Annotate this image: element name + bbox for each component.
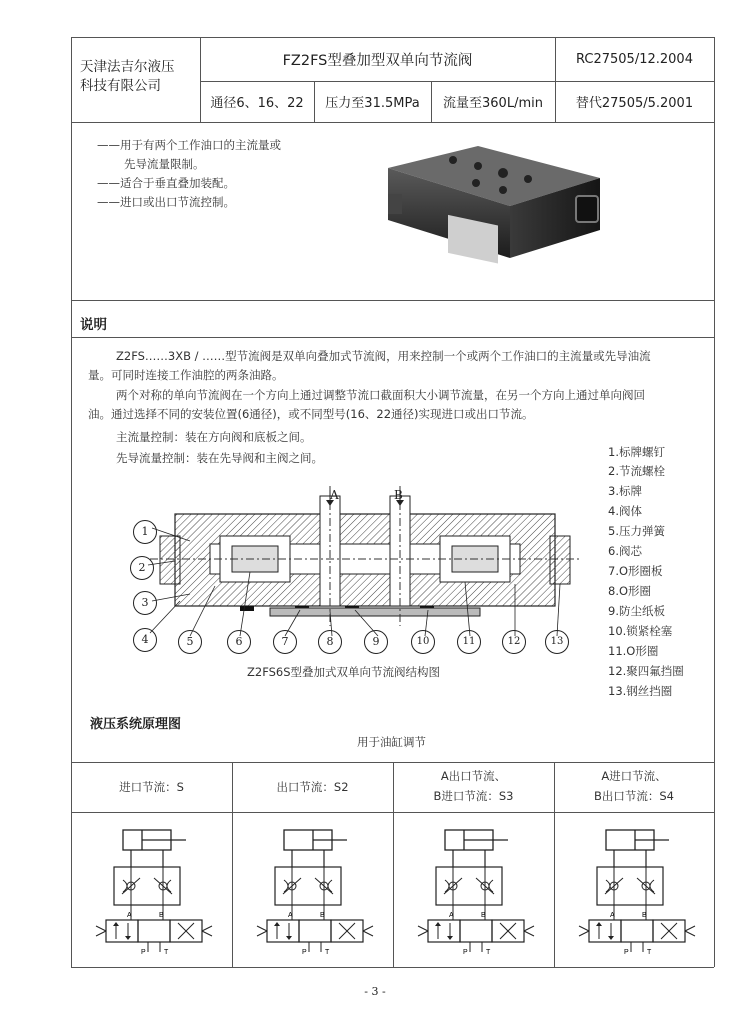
legend-item: 7.O形圈板 xyxy=(608,564,663,578)
callout-3: 3 xyxy=(133,591,157,615)
port-b-label: B xyxy=(481,912,486,919)
section-divider xyxy=(71,300,714,301)
description-line: 量。可同时连接工作油腔的两条油路。 xyxy=(88,368,284,382)
valve-product-photo xyxy=(378,138,608,270)
legend-item: 4.阀体 xyxy=(608,504,642,518)
table-line xyxy=(71,967,714,968)
schematic-s3 xyxy=(408,822,538,958)
mode-s4-title: A进口节流、 B出口节流：S4 xyxy=(593,769,674,803)
nominal-size: 通径6、16、22 xyxy=(210,96,304,111)
callout-10: 10 xyxy=(411,630,435,654)
port-label-b: B xyxy=(394,488,403,502)
page-number: - 3 - xyxy=(364,985,386,998)
port-p-label: P xyxy=(302,949,307,956)
schematic-s4 xyxy=(569,822,699,958)
valve-section-drawing xyxy=(120,486,590,652)
port-a-label: A xyxy=(288,912,293,919)
port-t-label: T xyxy=(164,949,169,956)
port-label-a: A xyxy=(330,488,339,502)
product-title: FZ2FS型叠加型双单向节流阀 xyxy=(282,52,473,69)
port-a-label: A xyxy=(127,912,132,919)
feature-item: ——适合于垂直叠加装配。 xyxy=(97,176,235,190)
callout-8: 8 xyxy=(318,630,342,654)
callout-5: 5 xyxy=(178,630,202,654)
legend-item: 6.阀芯 xyxy=(608,544,642,558)
hydraulic-subtitle: 用于油缸调节 xyxy=(357,735,426,749)
legend-item: 12.聚四氟挡圈 xyxy=(608,664,684,678)
port-t-label: T xyxy=(325,949,330,956)
legend-item: 9.防尘纸板 xyxy=(608,604,665,618)
drawing-caption: Z2FS6S型叠加式双单向节流阀结构图 xyxy=(247,665,441,679)
callout-1: 1 xyxy=(133,520,157,544)
replaces-code: 替代27505/5.2001 xyxy=(575,96,694,111)
callout-2: 2 xyxy=(130,556,154,580)
callout-11: 11 xyxy=(457,630,481,654)
port-b-label: B xyxy=(159,912,164,919)
schematic-s xyxy=(86,822,216,958)
description-line: 主流量控制：装在方向阀和底板之间。 xyxy=(116,430,312,444)
feature-item: ——进口或出口节流控制。 xyxy=(97,195,235,209)
legend-item: 11.O形圈 xyxy=(608,644,659,658)
port-p-label: P xyxy=(463,949,468,956)
mode-s-title: 进口节流：S xyxy=(119,780,184,794)
port-b-label: B xyxy=(320,912,325,919)
legend-item: 2.节流螺栓 xyxy=(608,464,665,478)
feature-list xyxy=(97,136,281,212)
max-pressure: 压力至31.5MPa xyxy=(325,96,420,111)
legend-item: 3.标牌 xyxy=(608,484,642,498)
mode-s2-title: 出口节流：S2 xyxy=(276,780,349,794)
callout-6: 6 xyxy=(227,630,251,654)
legend-item: 8.O形圈 xyxy=(608,584,652,598)
port-p-label: P xyxy=(624,949,629,956)
callout-12: 12 xyxy=(502,630,526,654)
feature-item: ——用于有两个工作油口的主流量或 xyxy=(97,138,281,152)
max-flow: 流量至360L/min xyxy=(443,96,543,111)
port-t-label: T xyxy=(486,949,491,956)
port-t-label: T xyxy=(647,949,652,956)
schematic-s2 xyxy=(247,822,377,958)
port-a-label: A xyxy=(610,912,615,919)
description-line: 油。通过选择不同的安装位置(6通径)，或不同型号(16、22通径)实现进口或出口节流。 xyxy=(88,407,534,421)
section-title: 说明 xyxy=(80,317,107,333)
callout-4: 4 xyxy=(133,628,157,652)
port-p-label: P xyxy=(141,949,146,956)
section-divider xyxy=(71,337,714,338)
description-line: Z2FS……3XB / ……型节流阀是双单向叠加式节流阀，用来控制一个或两个工作油口的主流量或先导油流 xyxy=(116,349,651,363)
document-code: RC27505/12.2004 xyxy=(576,51,693,67)
legend-item: 1.标牌螺钉 xyxy=(608,445,665,459)
callout-7: 7 xyxy=(273,630,297,654)
description-line: 两个对称的单向节流阀在一个方向上通过调整节流口截面积大小调节流量，在另一个方向上通过单向阀回 xyxy=(116,388,645,402)
callout-13: 13 xyxy=(545,630,569,654)
mode-s3-title: A出口节流、 B进口节流：S3 xyxy=(433,769,514,803)
hydraulic-title: 液压系统原理图 xyxy=(90,717,182,732)
legend-item: 13.钢丝挡圈 xyxy=(608,684,673,698)
callout-9: 9 xyxy=(364,630,388,654)
legend-item: 10.锁紧栓塞 xyxy=(608,624,673,638)
port-a-label: A xyxy=(449,912,454,919)
feature-item: 先导流量限制。 xyxy=(124,157,205,171)
company-name: 天津法吉尔液压 科技有限公司 xyxy=(80,59,175,94)
description-line: 先导流量控制：装在先导阀和主阀之间。 xyxy=(116,451,323,465)
legend-item: 5.压力弹簧 xyxy=(608,524,665,538)
port-b-label: B xyxy=(642,912,647,919)
